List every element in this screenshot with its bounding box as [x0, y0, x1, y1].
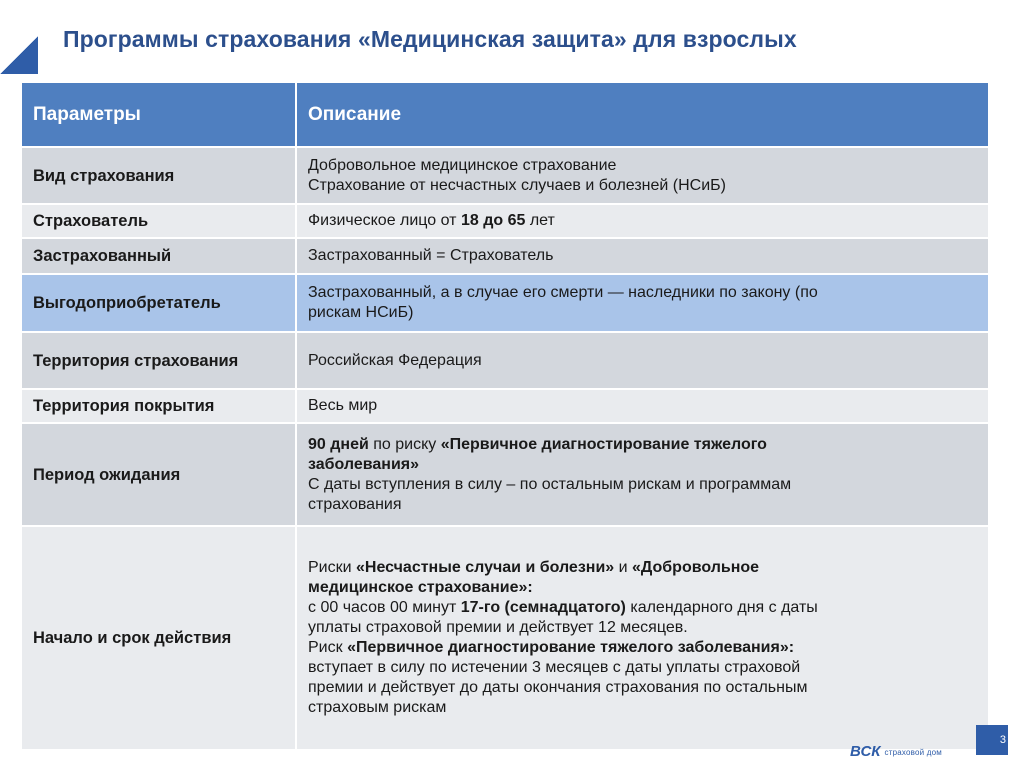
description-line	[308, 658, 977, 678]
description-line	[308, 303, 977, 323]
bold-text: «Несчастные случаи и болезни»	[356, 559, 615, 576]
text-run: календарного дня с даты	[625, 599, 818, 616]
text-run: по риску	[368, 435, 441, 453]
logo-mark: ВСК	[850, 743, 881, 760]
bold-text: заболевания»	[308, 455, 420, 473]
text-run: страховым рискам	[308, 699, 447, 716]
table-row	[21, 332, 989, 389]
description-line	[308, 176, 977, 196]
text-run: Физическое лицо от	[308, 212, 461, 229]
header-description: Описание	[296, 82, 989, 147]
bold-text: 17-го (семнадцатого)	[460, 599, 626, 616]
description-line	[308, 495, 977, 515]
text-run: вступает в силу по истечении 3 месяцев с даты уплаты страховой	[308, 659, 801, 676]
description-line	[308, 351, 977, 371]
param-label: Период ожидания	[21, 423, 296, 526]
description-line	[308, 618, 977, 638]
text-run: страхования	[308, 495, 402, 513]
page-number: 3	[976, 725, 1008, 755]
param-description	[296, 147, 989, 204]
text-run: Застрахованный = Страхователь	[308, 247, 554, 264]
param-description	[296, 274, 989, 332]
bold-text: 18 до 65	[460, 212, 526, 229]
text-run: Весь мир	[308, 397, 378, 414]
text-run: Риск	[308, 639, 348, 656]
text-run: Российская Федерация	[308, 351, 482, 369]
text-run: рискам НСиБ)	[308, 304, 414, 321]
param-label: Территория страхования	[21, 332, 296, 389]
bold-text: медицинское страхование»:	[308, 579, 533, 596]
param-label: Застрахованный	[21, 238, 296, 274]
text-run: Риски	[308, 559, 356, 576]
page-title: Программы страхования «Медицинская защита» для взрослых	[63, 26, 797, 52]
text-run: Добровольное медицинское страхование	[308, 156, 617, 174]
param-description	[296, 204, 989, 238]
table-row	[21, 389, 989, 423]
table-row	[21, 147, 989, 204]
text-run: премии и действует до даты окончания страхования по остальным	[308, 679, 808, 696]
text-run: лет	[525, 212, 555, 229]
description-line	[308, 475, 977, 495]
text-run: с 00 часов 00 минут	[308, 599, 461, 616]
text-run: Застрахованный, а в случае его смерти — наследники по закону (по	[308, 284, 818, 301]
description-line	[308, 156, 977, 176]
table-header-row	[21, 82, 989, 147]
param-description	[296, 332, 989, 389]
description-line	[308, 598, 977, 618]
text-run: и	[614, 559, 633, 576]
table-row	[21, 274, 989, 332]
description-line	[308, 211, 977, 231]
parameters-table	[20, 81, 990, 751]
bold-text: «Первичное диагностирование тяжелого	[440, 435, 767, 453]
description-line	[308, 558, 977, 578]
text-run: уплаты страховой премии и действует 12 месяцев.	[308, 619, 688, 636]
description-line	[308, 435, 977, 455]
description-line	[308, 698, 977, 718]
text-run: С даты вступления в силу – по остальным рискам и программам	[308, 475, 792, 493]
bold-text: «Первичное диагностирование тяжелого заболевания»:	[347, 639, 795, 656]
text-run: Страхование от несчастных случаев и болезней (НСиБ)	[308, 176, 726, 194]
description-line	[308, 455, 977, 475]
description-line	[308, 678, 977, 698]
param-label: Территория покрытия	[21, 389, 296, 423]
bold-text: «Добровольное	[632, 559, 760, 576]
description-line	[308, 283, 977, 303]
table-row	[21, 238, 989, 274]
description-line	[308, 638, 977, 658]
param-label: Выгодоприобретатель	[21, 274, 296, 332]
table-row	[21, 423, 989, 526]
corner-decoration	[0, 36, 38, 74]
company-logo	[850, 744, 942, 760]
description-line	[308, 396, 977, 416]
param-label: Вид страхования	[21, 147, 296, 204]
table-row	[21, 204, 989, 238]
description-line	[308, 246, 977, 266]
param-description	[296, 389, 989, 423]
param-description	[296, 238, 989, 274]
param-label: Начало и срок действия	[21, 526, 296, 750]
param-label: Страхователь	[21, 204, 296, 238]
description-line	[308, 578, 977, 598]
table-row	[21, 526, 989, 750]
param-description	[296, 526, 989, 750]
bold-text: 90 дней	[308, 435, 369, 453]
header-params: Параметры	[21, 82, 296, 147]
logo-text: страховой дом	[884, 747, 942, 757]
param-description	[296, 423, 989, 526]
